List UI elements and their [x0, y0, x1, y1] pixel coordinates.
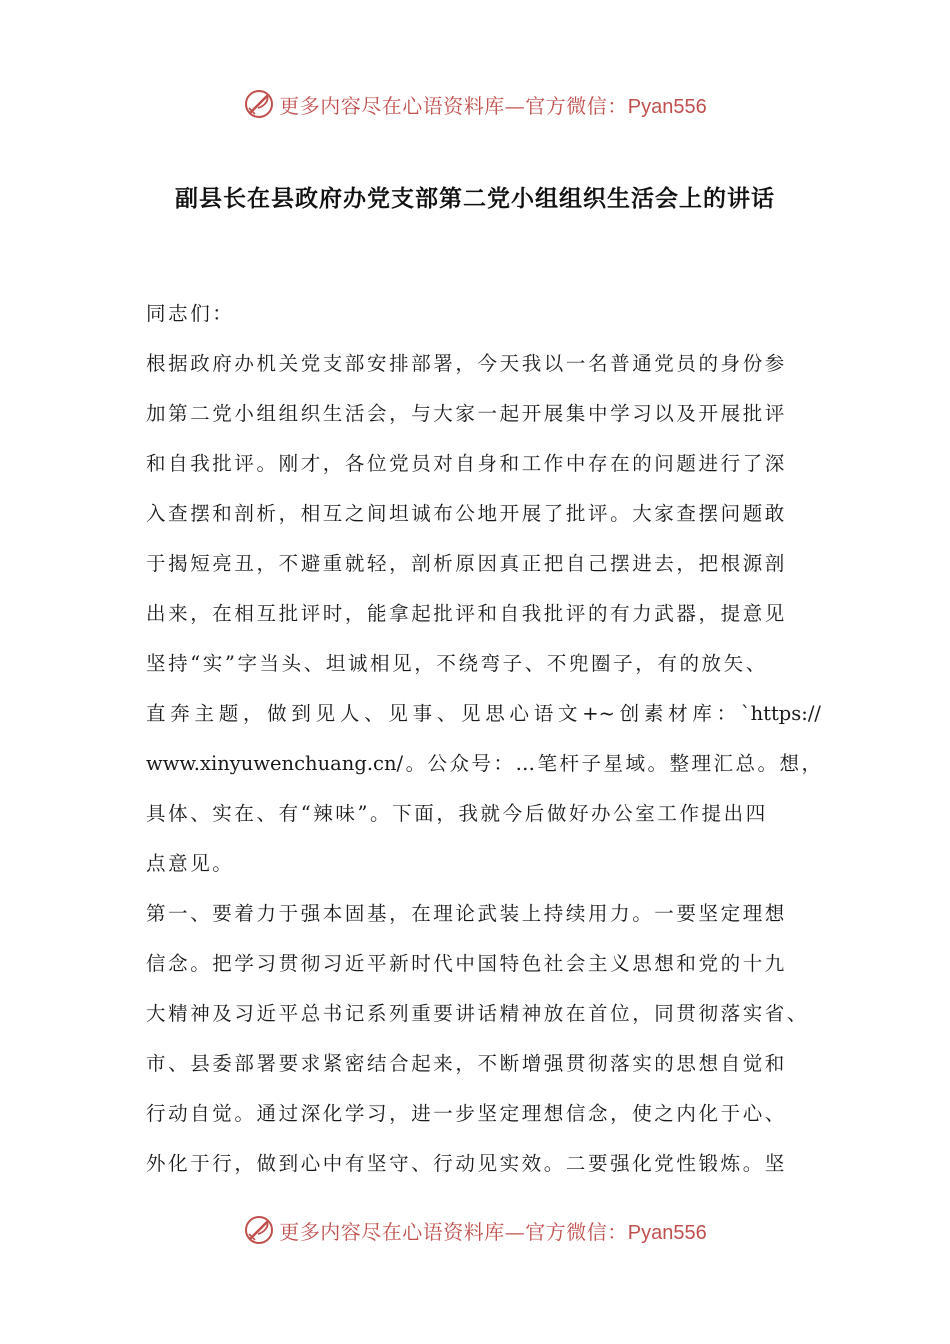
text-line: 市、县委部署要求紧密结合起来，不断增强贯彻落实的思想自觉和: [146, 1052, 787, 1075]
text-line: 具体、实在、有“辣味”。下面，我就今后做好办公室工作提出四: [146, 802, 768, 825]
text-line: 根据政府办机关党支部安排部署，今天我以一名普通党员的身份参: [146, 352, 787, 375]
document-body: [146, 296, 821, 1196]
text-line: 行动自觉。通过深化学习，进一步坚定理想信念，使之内化于心、: [146, 1102, 787, 1125]
text-line: 直奔主题，做到见人、见事、见思心语文+~创素材库：`https://: [146, 702, 821, 725]
text-line: www.xinyuwenchuang.cn/。公众号：…笔杆子星域。整理汇总。想，: [146, 752, 821, 775]
header-banner: [0, 84, 950, 124]
text-line: 第一、要着力于强本固基，在理论武装上持续用力。一要坚定理想: [146, 902, 787, 925]
banner-text: 更多内容尽在心语资料库—官方微信：Pyan556: [279, 93, 707, 118]
text-line: 信念。把学习贯彻习近平新时代中国特色社会主义思想和党的十九: [146, 952, 787, 975]
text-line: 出来，在相互批评时，能拿起批评和自我批评的有力武器，提意见: [146, 602, 787, 625]
wechat-id: Pyan556: [627, 1221, 707, 1244]
salutation: 同志们：: [146, 302, 235, 325]
footer-banner: [0, 1210, 950, 1250]
quill-logo-icon: [243, 1214, 275, 1246]
text-line: 和自我批评。刚才，各位党员对自身和工作中存在的问题进行了深: [146, 452, 787, 475]
text-line: 坚持“实”字当头、坦诚相见，不绕弯子、不兜圈子，有的放矢、: [146, 652, 768, 675]
text-line: 点意见。: [146, 852, 235, 875]
page-title: 副县长在县政府办党支部第二党小组组织生活会上的讲话: [175, 186, 775, 212]
text-line: 加第二党小组组织生活会，与大家一起开展集中学习以及开展批评: [146, 402, 787, 425]
quill-logo-icon: [243, 88, 275, 120]
text-line: 于揭短亮丑，不避重就轻，剖析原因真正把自己摆进去，把根源剖: [146, 552, 787, 575]
banner-text: 更多内容尽在心语资料库—官方微信：Pyan556: [279, 1219, 707, 1244]
text-line: 入查摆和剖析，相互之间坦诚布公地开展了批评。大家查摆问题敢: [146, 502, 787, 525]
wechat-id: Pyan556: [627, 95, 707, 118]
text-line: 大精神及习近平总书记系列重要讲话精神放在首位，同贯彻落实省、: [146, 1002, 810, 1025]
text-line: 外化于行，做到心中有坚守、行动见实效。二要强化党性锻炼。坚: [146, 1152, 787, 1175]
